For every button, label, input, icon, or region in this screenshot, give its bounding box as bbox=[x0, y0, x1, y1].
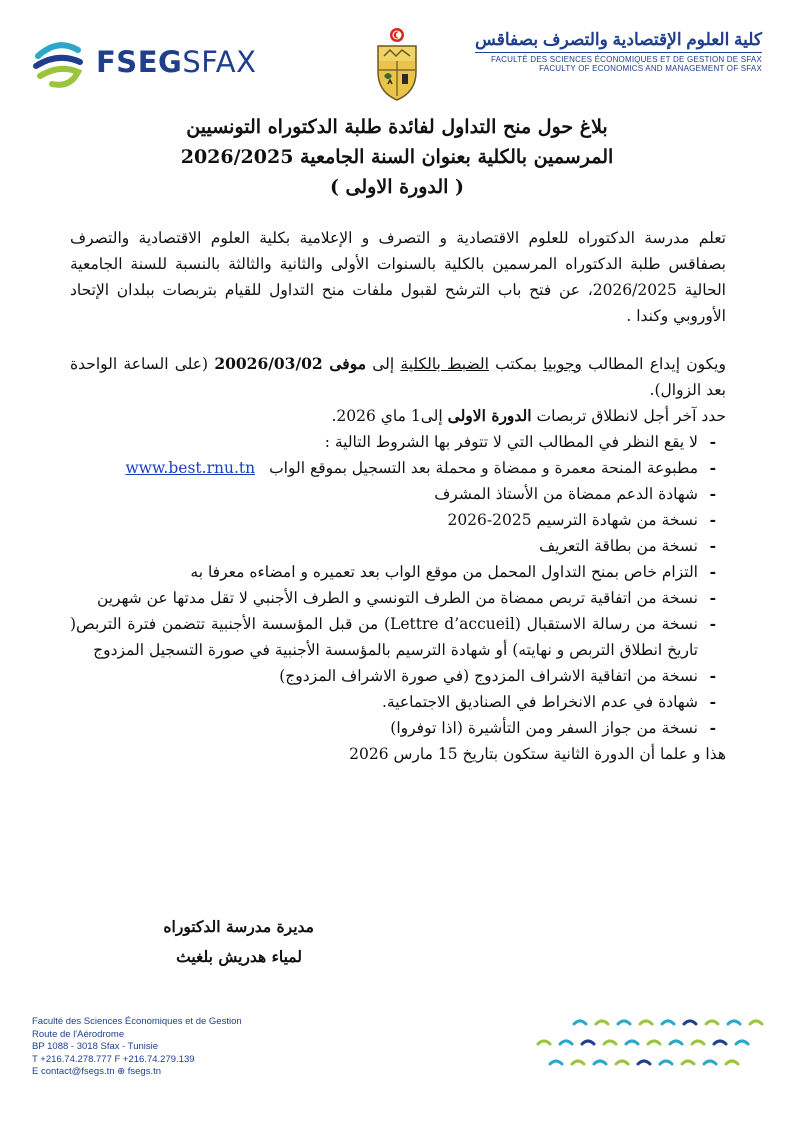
footer-line: BP 1088 - 3018 Sfax - Tunisie bbox=[32, 1041, 159, 1052]
deposit-paragraph: ويكون إيداع المطالب وجوبيا بمكتب الضبط بالكلية إلى موفى 20026/03/02 (على الساعة الواحدة بعد الزوال). bbox=[70, 354, 726, 399]
signature-block bbox=[163, 912, 314, 972]
office-word: الضبط بالكلية bbox=[400, 355, 489, 373]
signatory-name: لمياء هدريش بلغيث bbox=[176, 947, 302, 966]
conditions-intro: - لا يقع النظر في المطالب التي لا تتوفر بها الشروط التالية : bbox=[70, 429, 716, 455]
footer-line: Route de l'Aérodrome bbox=[32, 1028, 125, 1040]
title-line-1: بلاغ حول منح التداول لفائدة طلبة الدكتوراه التونسيين bbox=[186, 116, 608, 138]
deadline-paragraph: حدد آخر أجل لانطلاق تربصات الدورة الاولى إلى1 ماي 2026. bbox=[331, 406, 726, 425]
fseg-logo-mark-icon bbox=[30, 34, 86, 90]
condition-item: - نسخة من بطاقة التعريف bbox=[70, 533, 716, 559]
condition-item: - نسخة من اتفاقية الاشراف المزدوج (في صورة الاشراف المزدوج) bbox=[70, 663, 716, 689]
letterhead bbox=[0, 0, 794, 110]
footer-line: T +216.74.278.777 F +216.74.279.139 bbox=[32, 1053, 195, 1065]
mandatory-word: وجوبيا bbox=[543, 355, 582, 373]
first-session-label: الدورة الاولى bbox=[447, 406, 532, 425]
logo-wordmark: FSEGSFAX bbox=[96, 45, 257, 79]
condition-item: - شهادة الدعم ممضاة من الأستاذ المشرف bbox=[70, 481, 716, 507]
conditions-list bbox=[70, 429, 726, 741]
title-line-3: ( الدورة الاولى ) bbox=[329, 176, 465, 198]
intro-paragraph: تعلم مدرسة الدكتوراه للعلوم الاقتصادية و التصرف و الإعلامية بكلية العلوم الاقتصادية والتصرف بصفاقس طلبة الدكتوراه المرسمين بالكلية بالسنوات الأولى والثانية والثالثة بالنسبة للسنة الجامعية الحالية 2026/2025، عن فتح باب الترشح لقبول ملفات منح التداول للقيام بتربصات ببلدان الإتحاد الأوروبي وكندا . bbox=[70, 229, 726, 325]
condition-item: - شهادة في عدم الانخراط في الصناديق الاجتماعية. bbox=[70, 689, 716, 715]
announcement-title bbox=[60, 112, 734, 202]
signatory-role: مديرة مدرسة الدكتوراه bbox=[163, 917, 314, 936]
condition-item: - مطبوعة المنحة معمرة و ممضاة و محملة بعد التسجيل بموقع الوابwww.best.rnu.tn bbox=[70, 455, 716, 481]
announcement-body bbox=[70, 225, 726, 767]
footer-decorative-pattern-icon bbox=[534, 1014, 768, 1076]
website-link[interactable]: www.best.rnu.tn bbox=[125, 459, 256, 477]
condition-item: - نسخة من رسالة الاستقبال (Lettre d’accueil) من قبل المؤسسة الأجنبية تتضمن فترة التربص( تاريخ انطلاق التربص و نهايته) أو شهادة الترسيم بالمؤسسة الأجنبية في صورة التسجيل المزدوج bbox=[70, 611, 716, 663]
title-line-2: المرسمين بالكلية بعنوان السنة الجامعية 2026/2025 bbox=[180, 146, 614, 168]
footer-line: Faculté des Sciences Économiques et de Gestion bbox=[32, 1016, 242, 1027]
faculty-name-arabic: كلية العلوم الإقتصادية والتصرف بصفاقس bbox=[475, 30, 762, 49]
tunisia-coat-of-arms-icon bbox=[370, 26, 424, 102]
faculty-name-block bbox=[475, 30, 762, 73]
footer-address bbox=[32, 1016, 242, 1079]
condition-item: - نسخة من جواز السفر ومن التأشيرة (اذا توفروا) bbox=[70, 715, 716, 741]
faculty-name-english: FACULTY OF ECONOMICS AND MANAGEMENT OF SFAX bbox=[539, 64, 762, 73]
fsegsfax-logo bbox=[30, 34, 256, 90]
condition-item: - التزام خاص بمنح التداول المحمل من موقع الواب بعد تعميره و امضاءه معرفا به bbox=[70, 559, 716, 585]
footer-line: E contact@fsegs.tn ⊕ fsegs.tn bbox=[32, 1066, 162, 1077]
faculty-name-french: FACULTÉ DES SCIENCES ÉCONOMIQUES ET DE GESTION DE SFAX bbox=[475, 52, 762, 64]
condition-item: - نسخة من شهادة الترسيم 2025-2026 bbox=[70, 507, 716, 533]
second-session-note: هذا و علما أن الدورة الثانية ستكون بتاريخ 15 مارس 2026 bbox=[349, 745, 726, 763]
deposit-date: موفى 20026/03/02 bbox=[214, 354, 367, 373]
condition-item: - نسخة من اتفاقية تربص ممضاة من الطرف التونسي و الطرف الأجنبي لا تقل مدتها عن شهرين bbox=[70, 585, 716, 611]
